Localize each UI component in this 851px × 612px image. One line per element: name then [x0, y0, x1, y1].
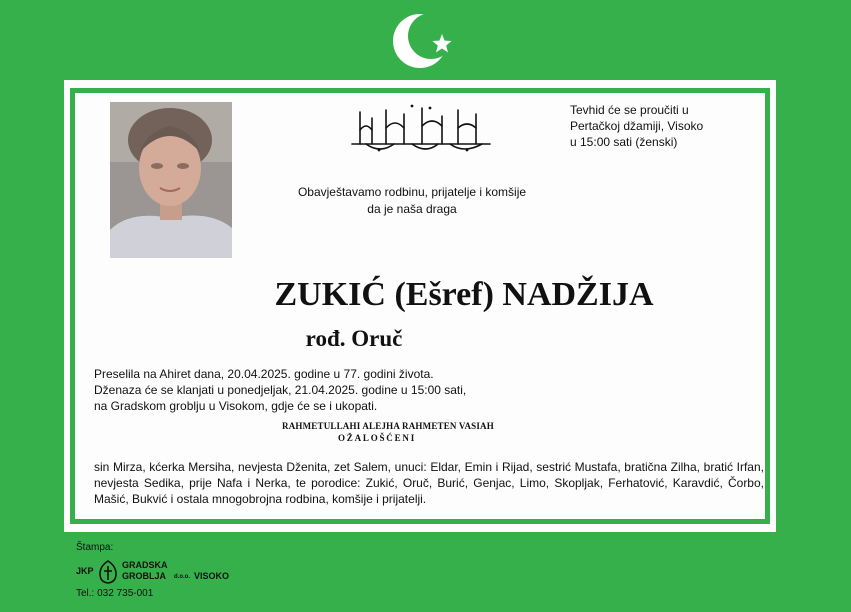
details-line: Dženaza će se klanjati u ponedjeljak, 21.04.2025. godine u 15:00 sati,: [94, 383, 467, 397]
company-prefix: JKP: [76, 566, 94, 576]
funeral-details: [94, 366, 534, 414]
crescent-star-icon: [392, 8, 458, 74]
tevhid-line: u 15:00 sati (ženski): [570, 135, 678, 149]
portrait-photo: [110, 102, 232, 258]
tevhid-line: Pertačkoj džamiji, Visoko: [570, 119, 704, 133]
gradska-groblja-logo: [97, 560, 119, 584]
obituary-card: [64, 80, 776, 532]
deceased-name: ZUKIĆ (Ešref) NADŽIJA: [274, 276, 654, 313]
prayer-block: [282, 420, 562, 444]
intro-text: [282, 184, 542, 218]
tevhid-notice: [570, 102, 760, 150]
details-line: Preselila na Ahiret dana, 20.04.2025. godine u 77. godini života.: [94, 367, 434, 381]
arabic-calligraphy: [346, 100, 496, 156]
details-line: na Gradskom groblju u Visokom, gdje će se i ukopati.: [94, 399, 378, 413]
print-label: Štampa:: [76, 542, 114, 553]
company-name-line: GROBLJA: [122, 571, 167, 581]
mourning-heading: OŽALOŠĆENI: [338, 433, 417, 443]
tevhid-line: Tevhid će se proučiti u: [570, 103, 689, 117]
intro-line: Obavještavamo rodbinu, prijatelje i komšije: [297, 185, 527, 199]
company-city: VISOKO: [194, 571, 230, 581]
company-suffix: d.o.o.: [174, 574, 190, 580]
intro-line: da je naša draga: [367, 202, 457, 216]
maiden-name: rođ. Oruč: [305, 326, 403, 351]
print-company: [76, 560, 276, 586]
company-name: [122, 560, 168, 582]
prayer-text: RAHMETULLAHI ALEJHA RAHMETEN VASIAH: [282, 421, 494, 431]
print-phone: Tel.: 032 735-001: [76, 588, 154, 599]
mourners-list: sin Mirza, kćerka Mersiha, nevjesta Dženita, zet Salem, unuci: Eldar, Emin i Rijad, sestrić Mustafa, bratična Zilha, bratić Irfan, nevjesta Sedika, prije Nafa i Nerka, te porodice: Zukić, Oruč, Burić, Genjac, Limo, Skopljak, Ferhatović, Karavdić, Čorbo, Mašić, Bukvić i ostala mnogobrojna rodbina, komšije i prijatelji.: [94, 460, 764, 506]
company-name-line: GRADSKA: [122, 560, 168, 570]
print-info: [76, 542, 276, 599]
